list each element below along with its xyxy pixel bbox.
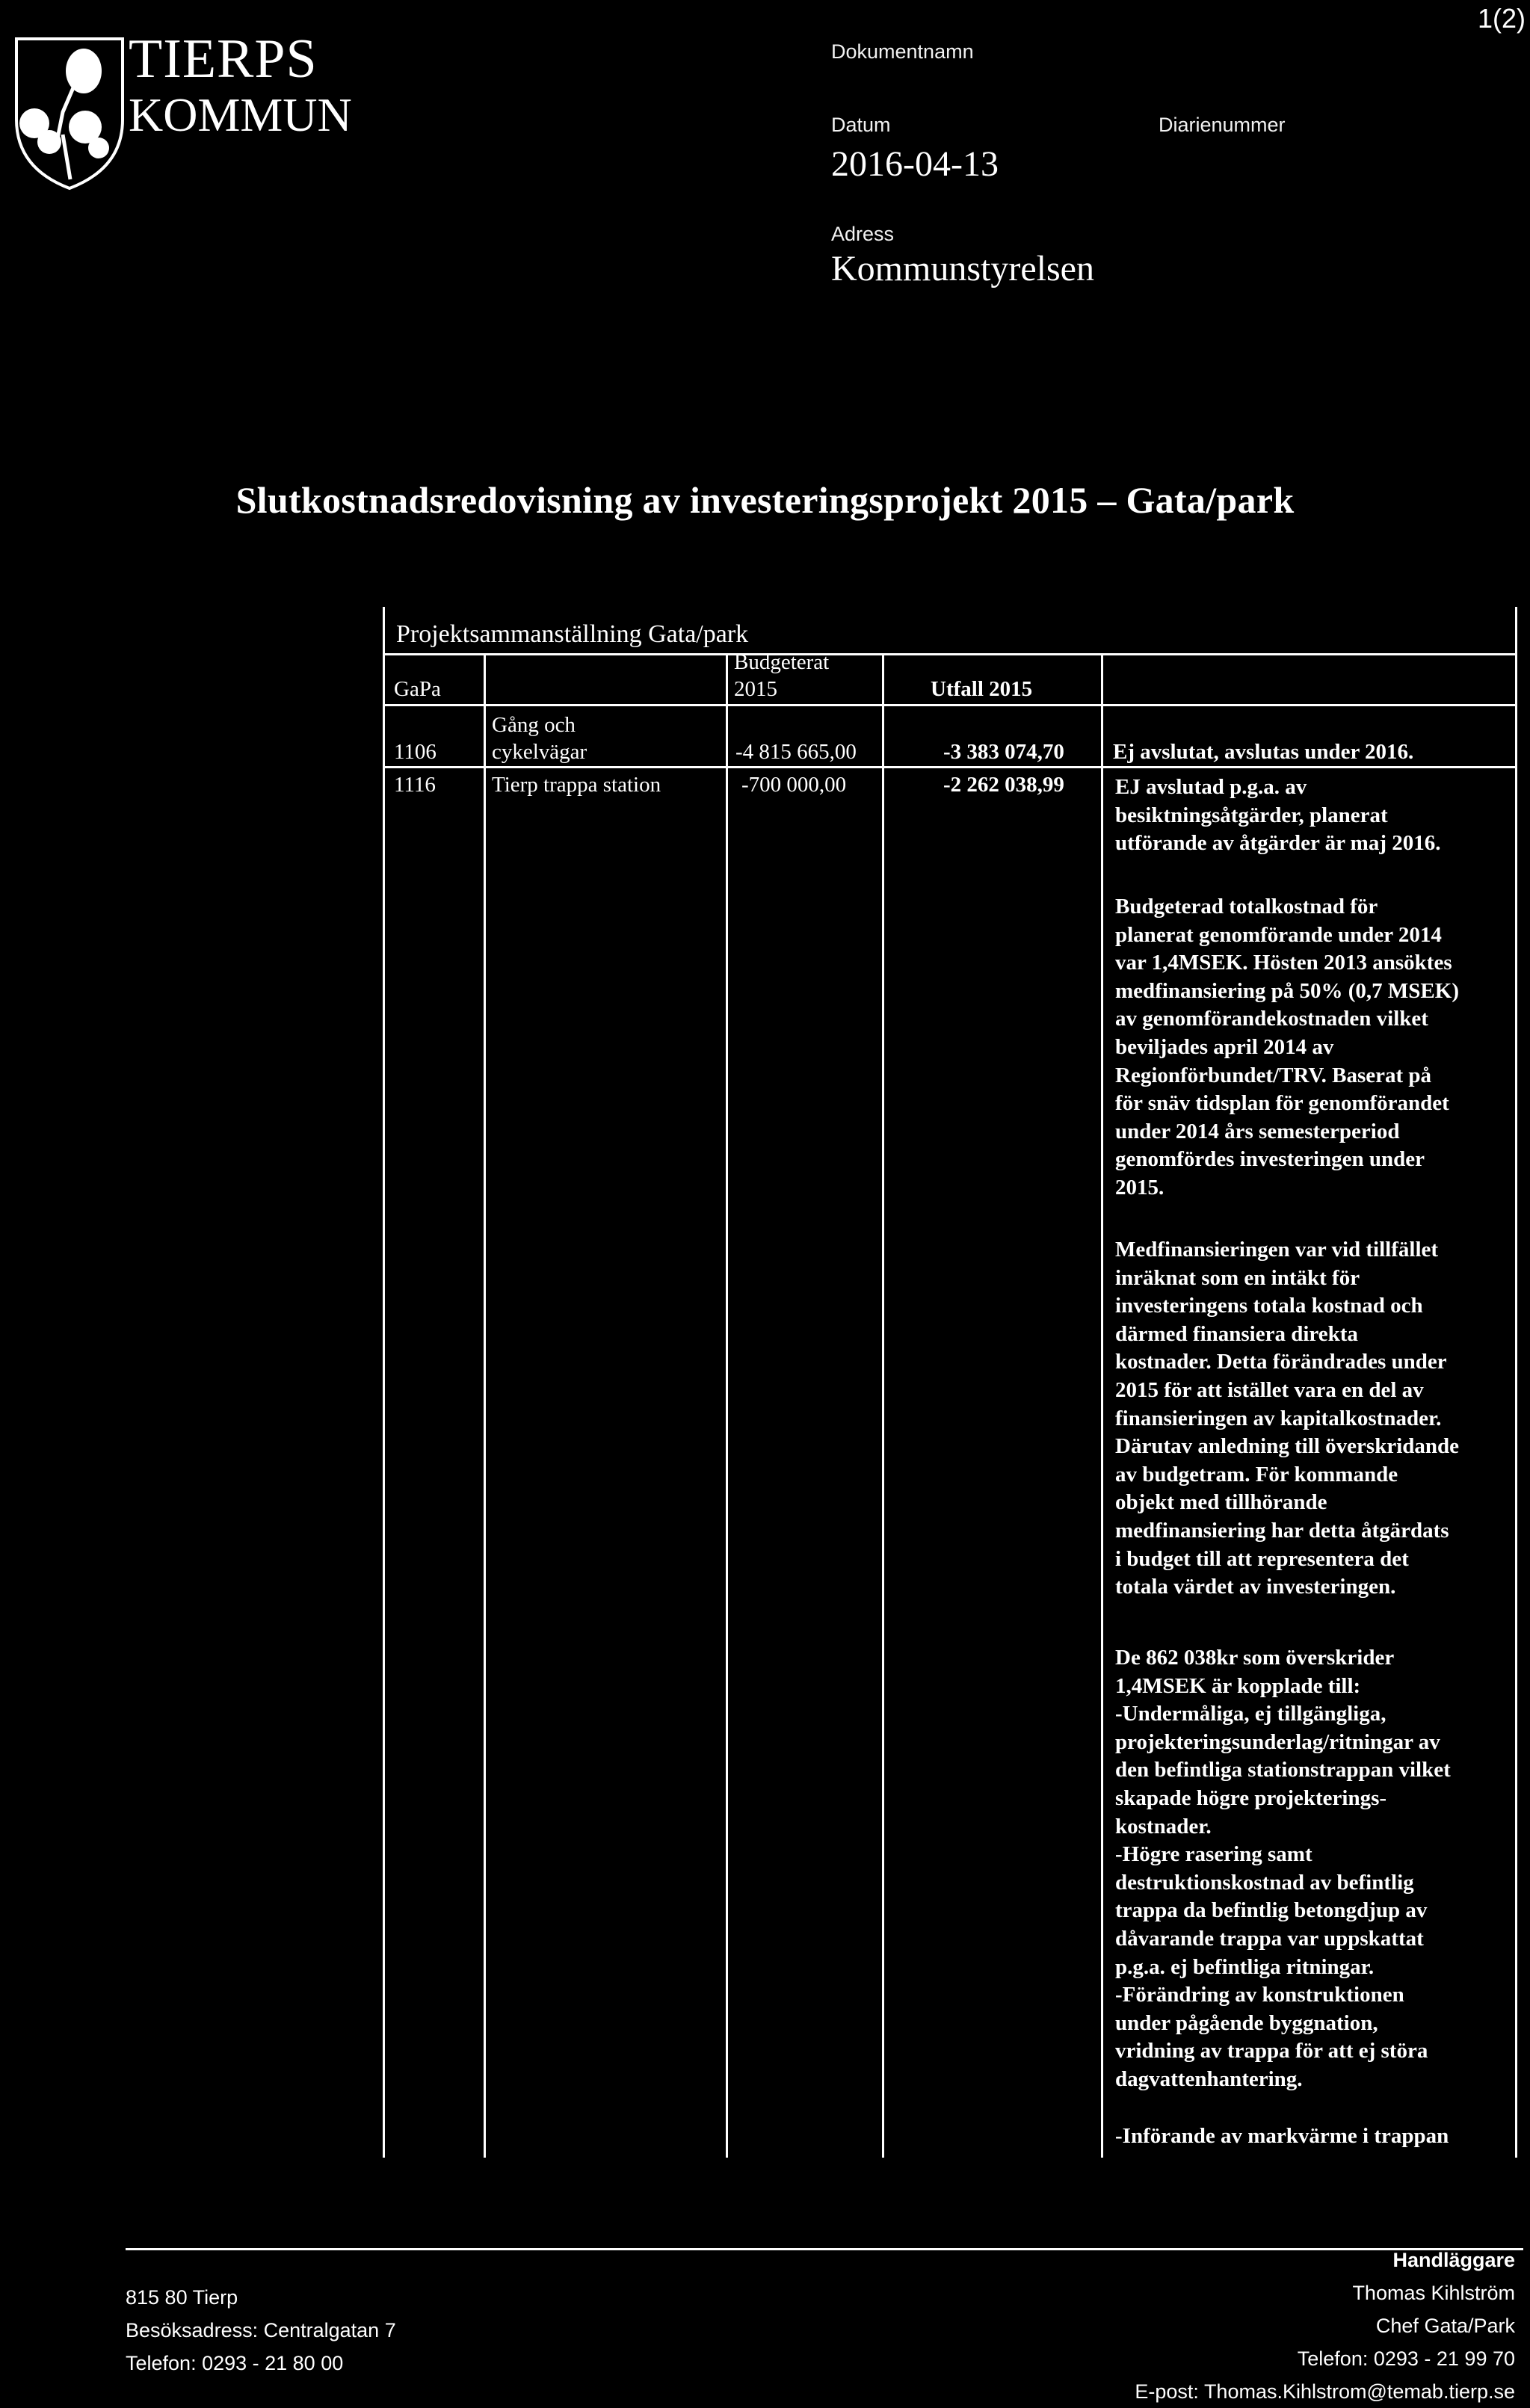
row-divider [383, 653, 1517, 655]
handler-name: Thomas Kihlström [1352, 2282, 1515, 2304]
row-divider [383, 766, 1517, 768]
project-table [383, 607, 1519, 2158]
column-header-budget: Budgeterat [734, 650, 830, 674]
logo-text-kommun: KOMMUN [129, 88, 352, 141]
column-header-gapa: GaPa [394, 677, 441, 701]
comment-paragraph: Budgeterad totalkostnad för planerat genomförande under 2014 var 1,4MSEK. Hösten 2013 ansöktes medfinansiering på 50% (0,7 MSEK) av genomförandekostnaden vilket beviljades april 2014 av Regionförbundet/TRV. Baserat på för snäv tidsplan för genomförandet under 2014 års semesterperiod genomfördes investeringen under 2015. [1115, 895, 1459, 1200]
budget-value: -700 000,00 [741, 773, 847, 797]
outcome-value: -2 262 038,99 [943, 773, 1064, 797]
project-name: Gång och [492, 713, 576, 737]
column-divider [726, 653, 728, 2158]
table-border-left [383, 607, 385, 2158]
postal-address: 815 80 Tierp [126, 2286, 238, 2309]
budget-value: -4 815 665,00 [735, 740, 857, 764]
logo-text-tierps: TIERPS [129, 28, 318, 90]
coat-of-arms-icon [3, 30, 130, 194]
column-divider [882, 653, 884, 2158]
handler-email: E-post: Thomas.Kihlstrom@temab.tierp.se [1135, 2380, 1515, 2403]
comment-paragraph: -Införande av markvärme i trappan [1115, 2124, 1449, 2148]
column-divider [484, 653, 486, 2158]
project-name: Tierp trappa station [492, 773, 661, 797]
column-header-outcome: Utfall 2015 [931, 677, 1033, 701]
handler-phone: Telefon: 0293 - 21 99 70 [1297, 2347, 1515, 2370]
page-title: Slutkostnadsredovisning av investeringsprojekt 2015 – Gata/park [235, 479, 1295, 521]
address-label: Adress [831, 223, 895, 245]
footer-handler-block [1135, 2244, 1515, 2408]
column-divider [1101, 653, 1103, 2158]
address-value: Kommunstyrelsen [831, 249, 1094, 288]
outcome-value: -3 383 074,70 [943, 740, 1064, 764]
table-border-right [1515, 607, 1517, 2158]
registration-number-label: Diarienummer [1159, 114, 1286, 136]
office-phone: Telefon: 0293 - 21 80 00 [126, 2352, 344, 2374]
project-name-cont: cykelvägar [492, 740, 587, 764]
comment-paragraph: De 862 038kr som överskrider 1,4MSEK är kopplade till: -Undermåliga, ej tillgängliga, projekteringsunderlag/ritningar av den befintliga stationstrappan vilket skapade högre projekterings- kostnader. -Högre rasering samt destruktionskostnad av befintlig trappa da befintlig betongdjup av dåvarande trappa var uppskattat p.g.a. ej befintliga ritningar. -Förändring av konstruktionen under pågående byggnation, vridning av trappa för att ej störa dagvattenhantering. [1115, 1646, 1451, 2091]
footer-address-block [126, 2281, 396, 2380]
project-id: 1106 [394, 740, 437, 764]
page-number: 1(2) [1477, 3, 1526, 34]
municipality-logo [3, 30, 130, 194]
column-header-budget-year: 2015 [734, 677, 777, 701]
handler-title: Chef Gata/Park [1375, 2315, 1515, 2337]
handler-label: Handläggare [1392, 2249, 1515, 2271]
project-comment: Ej avslutat, avslutas under 2016. [1113, 740, 1414, 764]
project-id: 1116 [394, 773, 436, 797]
document-name-label: Dokumentnamn [831, 40, 974, 63]
date-value: 2016-04-13 [831, 144, 999, 184]
date-label: Datum [831, 114, 891, 136]
comment-paragraph: Medfinansieringen var vid tillfället inräknat som en intäkt för investeringens totala kostnad och därmed finansiera direkta kostnader. Detta förändrades under 2015 för att istället vara en del av finansieringen av kapitalkostnader. Därutav anledning till överskridande av budgetram. För kommande objekt med tillhörande medfinansiering har detta åtgärdats i budget till att representera det totala värdet av investeringen. [1115, 1238, 1460, 1599]
row-divider [383, 704, 1517, 706]
visit-address: Besöksadress: Centralgatan 7 [126, 2319, 396, 2341]
comment-paragraph: EJ avslutad p.g.a. av besiktningsåtgärder, planerat utförande av åtgärder är maj 2016. [1115, 775, 1441, 856]
table-caption: Projektsammanställning Gata/park [396, 620, 749, 648]
